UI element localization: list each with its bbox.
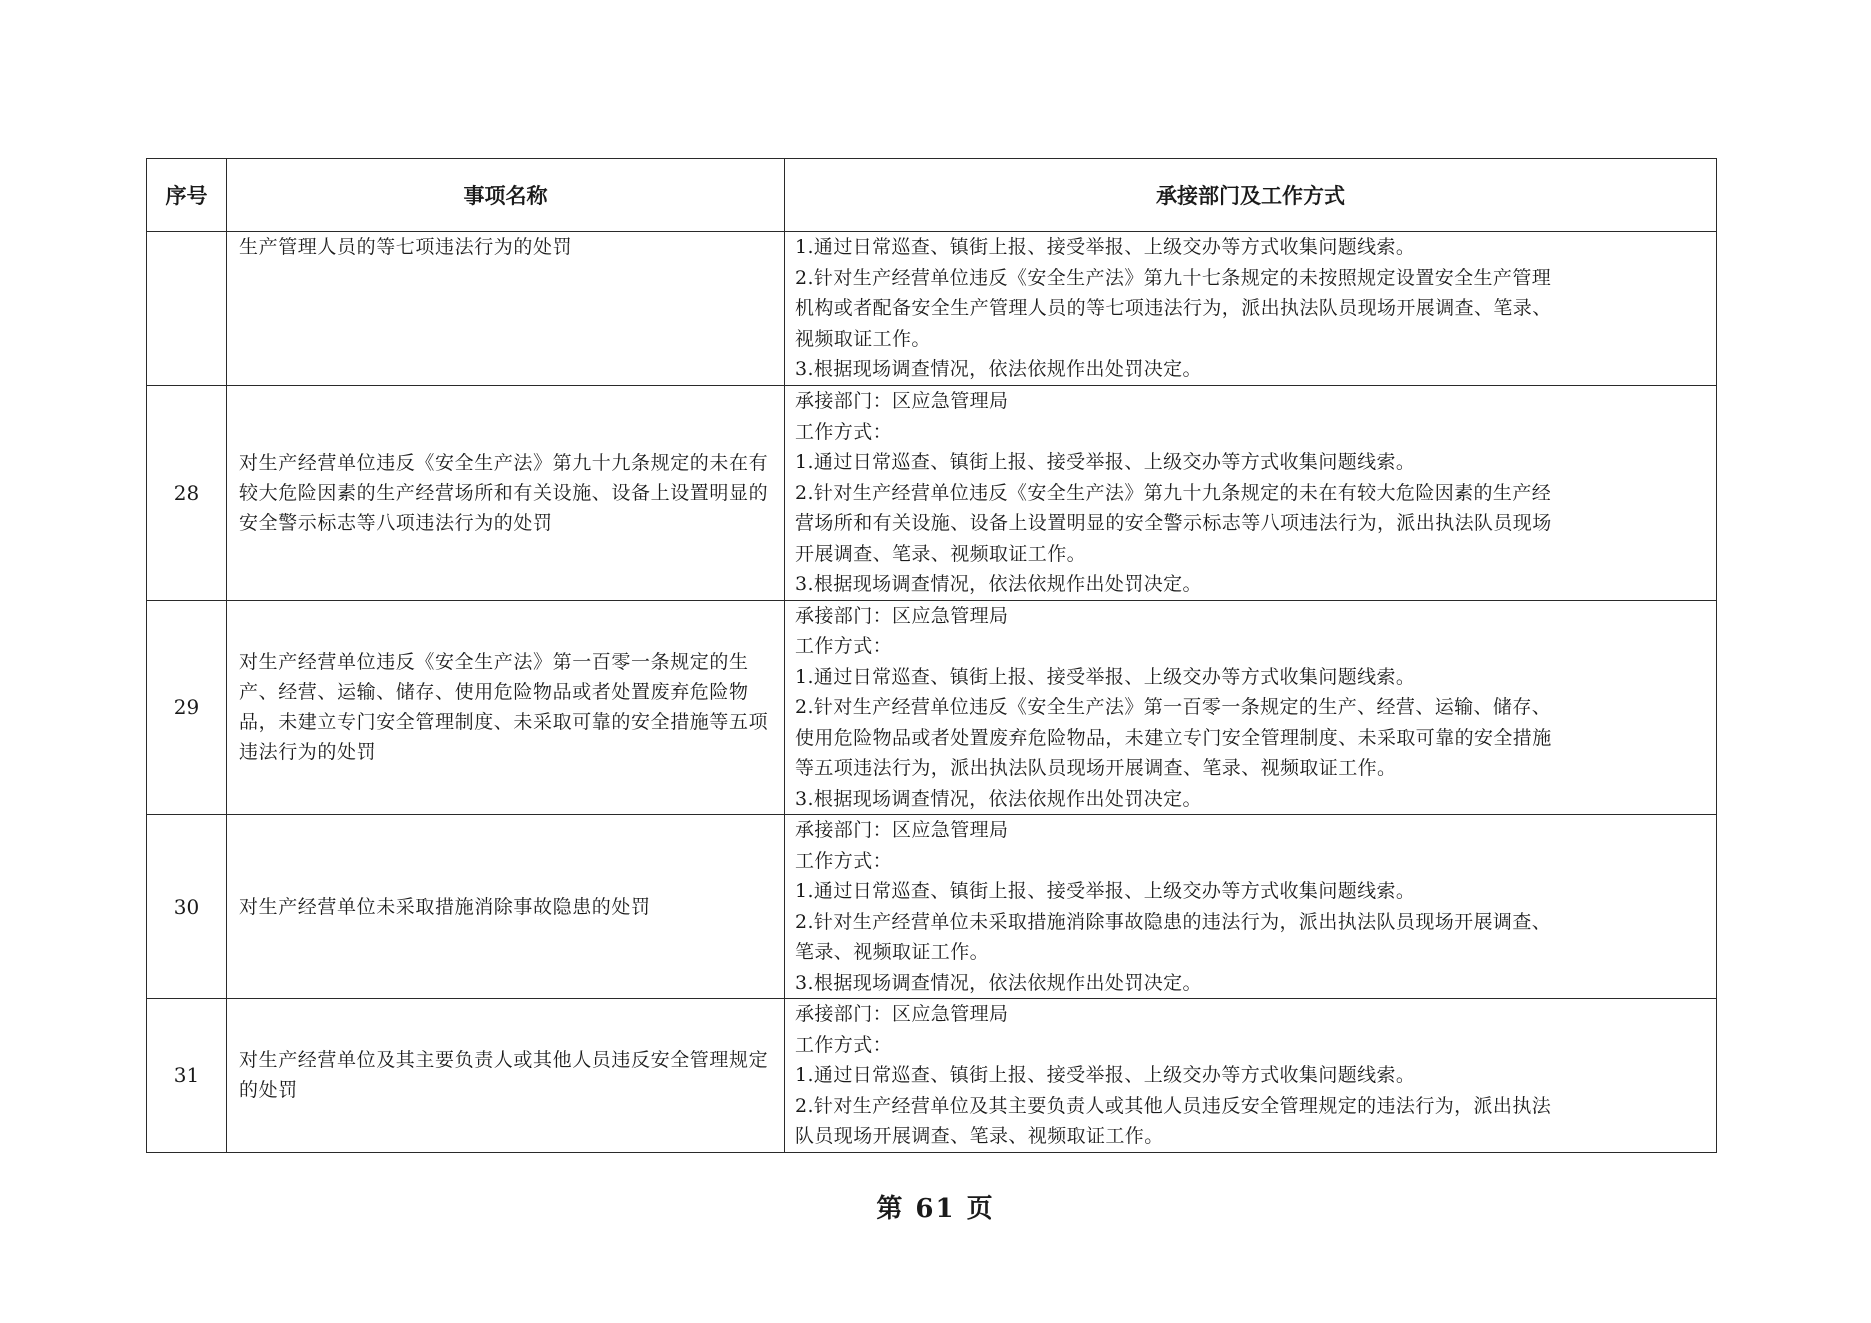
work-line: 3.根据现场调查情况，依法依规作出处罚决定。 bbox=[795, 573, 1202, 595]
work-line: 承接部门：区应急管理局 bbox=[795, 1003, 1009, 1025]
work-line: 2.针对生产经营单位违反《安全生产法》第一百零一条规定的生产、经营、运输、储存、 bbox=[795, 696, 1552, 718]
work-line: 工作方式： bbox=[795, 420, 893, 443]
row-work-method bbox=[785, 232, 1717, 386]
table-row bbox=[147, 232, 1717, 386]
work-line: 视频取证工作。 bbox=[795, 327, 931, 350]
work-line: 承接部门：区应急管理局 bbox=[795, 819, 1009, 841]
row-item-name: 对生产经营单位及其主要负责人或其他人员违反安全管理规定的处罚 bbox=[227, 999, 785, 1153]
work-line: 使用危险物品或者处置废弃危险物品，未建立专门安全管理制度、未采取可靠的安全措施 bbox=[795, 726, 1552, 749]
header-serial-number: 序号 bbox=[147, 159, 227, 232]
table-row bbox=[147, 386, 1717, 601]
work-line: 3.根据现场调查情况，依法依规作出处罚决定。 bbox=[795, 787, 1202, 810]
work-line: 2.针对生产经营单位未采取措施消除事故隐患的违法行为，派出执法队员现场开展调查、 bbox=[795, 910, 1552, 933]
work-line: 营场所和有关设施、设备上设置明显的安全警示标志等八项违法行为，派出执法队员现场 bbox=[795, 512, 1552, 534]
row-serial-number: 28 bbox=[147, 386, 227, 601]
table-row bbox=[147, 600, 1717, 815]
row-item-name: 对生产经营单位未采取措施消除事故隐患的处罚 bbox=[227, 815, 785, 999]
row-serial-number: 29 bbox=[147, 600, 227, 815]
row-work-method bbox=[785, 999, 1717, 1153]
work-line: 等五项违法行为，派出执法队员现场开展调查、笔录、视频取证工作。 bbox=[795, 757, 1397, 779]
table-row bbox=[147, 815, 1717, 999]
work-line: 2.针对生产经营单位及其主要负责人或其他人员违反安全管理规定的违法行为，派出执法 bbox=[795, 1094, 1552, 1117]
item-table bbox=[146, 158, 1717, 1153]
work-line: 3.根据现场调查情况，依法依规作出处罚决定。 bbox=[795, 971, 1202, 994]
row-work-method bbox=[785, 815, 1717, 999]
header-item-name: 事项名称 bbox=[227, 159, 785, 232]
row-serial-number: 31 bbox=[147, 999, 227, 1153]
row-serial-number: 30 bbox=[147, 815, 227, 999]
work-line: 开展调查、笔录、视频取证工作。 bbox=[795, 542, 1087, 565]
row-item-name: 生产管理人员的等七项违法行为的处罚 bbox=[227, 232, 785, 386]
row-work-method bbox=[785, 600, 1717, 815]
work-line: 2.针对生产经营单位违反《安全生产法》第九十九条规定的未在有较大危险因素的生产经 bbox=[795, 481, 1552, 504]
work-line: 1.通过日常巡查、镇街上报、接受举报、上级交办等方式收集问题线索。 bbox=[795, 236, 1416, 258]
work-line: 1.通过日常巡查、镇街上报、接受举报、上级交办等方式收集问题线索。 bbox=[795, 1064, 1416, 1086]
work-line: 工作方式： bbox=[795, 1033, 893, 1056]
row-item-name: 对生产经营单位违反《安全生产法》第一百零一条规定的生产、经营、运输、储存、使用危险物品或者处置废弃危险物品，未建立专门安全管理制度、未采取可靠的安全措施等五项违法行为的处罚 bbox=[227, 600, 785, 815]
work-line: 笔录、视频取证工作。 bbox=[795, 941, 990, 963]
row-item-name: 对生产经营单位违反《安全生产法》第九十九条规定的未在有较大危险因素的生产经营场所和有关设施、设备上设置明显的安全警示标志等八项违法行为的处罚 bbox=[227, 386, 785, 601]
work-line: 1.通过日常巡查、镇街上报、接受举报、上级交办等方式收集问题线索。 bbox=[795, 880, 1416, 902]
work-line: 队员现场开展调查、笔录、视频取证工作。 bbox=[795, 1125, 1164, 1147]
work-line: 承接部门：区应急管理局 bbox=[795, 604, 1009, 627]
work-line: 3.根据现场调查情况，依法依规作出处罚决定。 bbox=[795, 358, 1202, 380]
work-line: 1.通过日常巡查、镇街上报、接受举报、上级交办等方式收集问题线索。 bbox=[795, 451, 1416, 473]
row-serial-number bbox=[147, 232, 227, 386]
row-work-method bbox=[785, 386, 1717, 601]
work-line: 承接部门：区应急管理局 bbox=[795, 390, 1009, 412]
header-department-method: 承接部门及工作方式 bbox=[785, 159, 1717, 232]
work-line: 2.针对生产经营单位违反《安全生产法》第九十七条规定的未按照规定设置安全生产管理 bbox=[795, 266, 1552, 289]
table-header-row bbox=[147, 159, 1717, 232]
work-line: 工作方式： bbox=[795, 635, 893, 657]
page-number: 第 61 页 bbox=[876, 1194, 995, 1224]
work-line: 工作方式： bbox=[795, 849, 893, 872]
work-line: 1.通过日常巡查、镇街上报、接受举报、上级交办等方式收集问题线索。 bbox=[795, 665, 1416, 688]
table-row bbox=[147, 999, 1717, 1153]
work-line: 机构或者配备安全生产管理人员的等七项违法行为，派出执法队员现场开展调查、笔录、 bbox=[795, 297, 1552, 319]
